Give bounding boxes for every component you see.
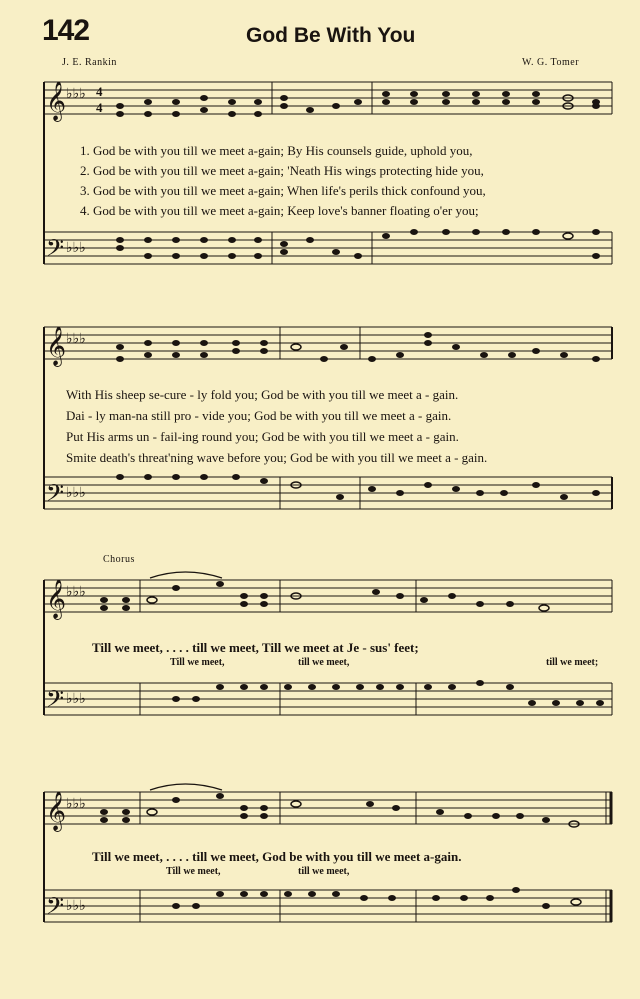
verse-4-line-2: Smite death's threat'ning wave before you; God be with you till we meet a - gain. bbox=[66, 450, 488, 465]
svg-text:♭♭♭: ♭♭♭ bbox=[66, 332, 86, 347]
svg-text:♭♭♭: ♭♭♭ bbox=[66, 241, 86, 256]
chorus-line-1: Till we meet, . . . . till we meet, Till we meet at Je - sus' feet; bbox=[92, 640, 419, 655]
composer-credit: W. G. Tomer bbox=[522, 57, 580, 68]
verse-2-line-1: 2. God be with you till we meet a-gain; 'Neath His wings protecting hide you, bbox=[80, 163, 484, 178]
chorus-label: Chorus bbox=[103, 554, 135, 565]
bass-clef-icon: 𝄢 bbox=[46, 236, 65, 267]
time-signature-top: 4 bbox=[96, 84, 103, 99]
verse-1-line-1: 1. God be with you till we meet a-gain; By His counsels guide, uphold you, bbox=[80, 143, 473, 158]
chorus-echo-2b: till we meet, bbox=[298, 866, 350, 877]
svg-text:♭♭♭: ♭♭♭ bbox=[66, 797, 86, 812]
svg-text:𝄞: 𝄞 bbox=[46, 793, 67, 830]
svg-text:𝄢: 𝄢 bbox=[46, 481, 65, 512]
music-system-chorus-1 bbox=[0, 568, 640, 768]
svg-text:♭♭♭: ♭♭♭ bbox=[66, 486, 86, 501]
treble-clef-icon: 𝄞 bbox=[46, 83, 67, 120]
verse-3-line-2: Put His arms un - fail-ing round you; God be with you till we meet a - gain. bbox=[66, 429, 459, 444]
verse-2-line-2: Dai - ly man-na still pro - vide you; God be with you till we meet a - gain. bbox=[66, 408, 452, 423]
chorus-echo-1b: till we meet, bbox=[298, 657, 350, 668]
hymn-title: God Be With You bbox=[246, 24, 416, 47]
chorus-line-2: Till we meet, . . . . till we meet, God be with you till we meet a-gain. bbox=[92, 849, 462, 864]
svg-text:𝄞: 𝄞 bbox=[46, 581, 67, 618]
verse-3-line-1: 3. God be with you till we meet a-gain; When life's perils thick confound you, bbox=[80, 183, 486, 198]
svg-text:♭♭♭: ♭♭♭ bbox=[66, 585, 86, 600]
verse-4-line-1: 4. God be with you till we meet a-gain; Keep love's banner floating o'er you; bbox=[80, 203, 479, 218]
chorus-echo-1c: till we meet; bbox=[546, 657, 599, 668]
svg-text:♭♭♭: ♭♭♭ bbox=[66, 692, 86, 707]
chorus-echo-1a: Till we meet, bbox=[170, 657, 225, 668]
svg-text:𝄢: 𝄢 bbox=[46, 687, 65, 718]
svg-text:𝄢: 𝄢 bbox=[46, 894, 65, 925]
svg-text:♭♭♭: ♭♭♭ bbox=[66, 87, 86, 102]
time-signature-bottom: 4 bbox=[96, 100, 103, 115]
verse-1-line-2: With His sheep se-cure - ly fold you; God be with you till we meet a - gain. bbox=[66, 387, 459, 402]
hymn-number: 142 bbox=[42, 14, 90, 47]
chorus-echo-2a: Till we meet, bbox=[166, 866, 221, 877]
svg-text:♭♭♭: ♭♭♭ bbox=[66, 899, 86, 914]
svg-text:𝄞: 𝄞 bbox=[46, 328, 67, 365]
lyricist-credit: J. E. Rankin bbox=[62, 57, 117, 68]
